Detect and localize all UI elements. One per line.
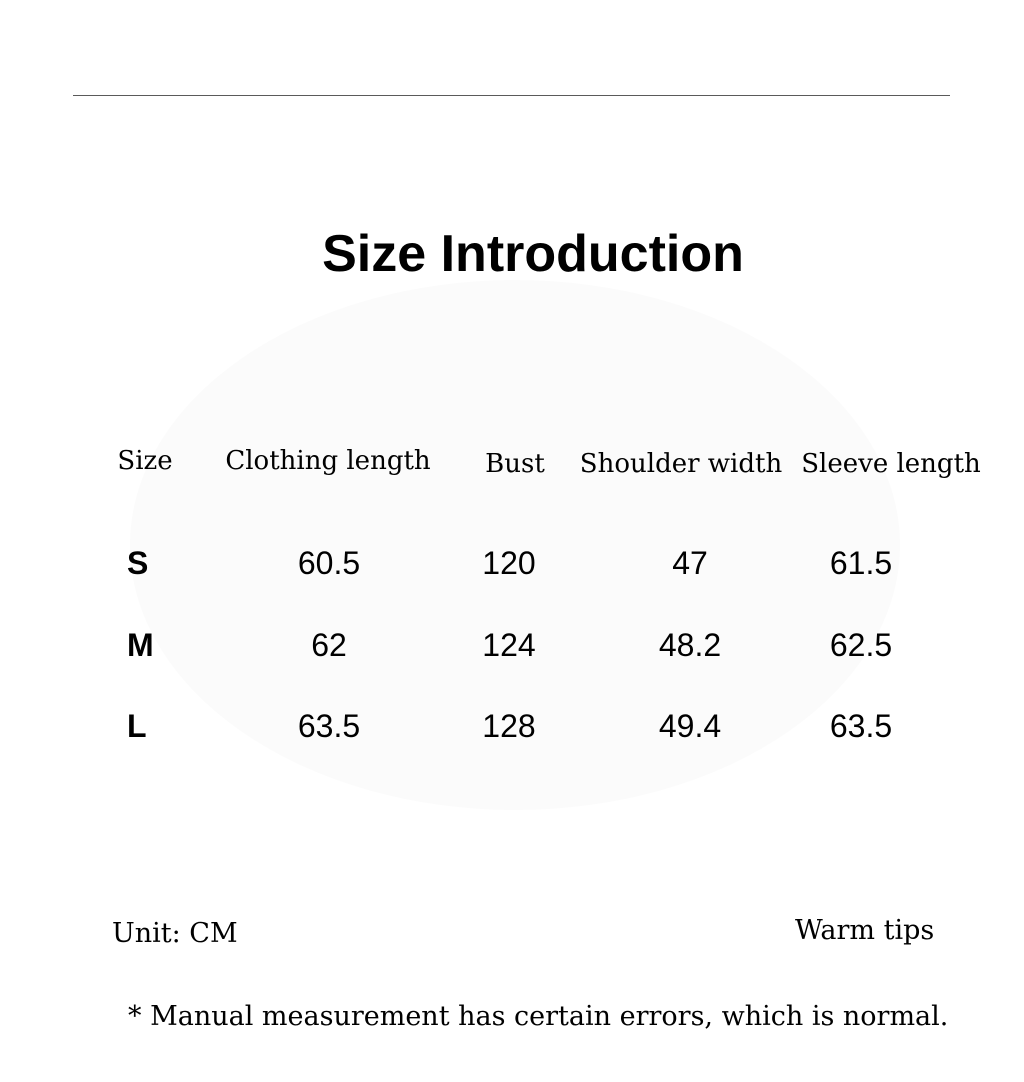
table-cell-bust: 124: [482, 627, 536, 663]
header-clothing-length: Clothing length: [225, 446, 431, 476]
header-shoulder-width: Shoulder width: [579, 449, 783, 479]
warm-tips-label: Warm tips: [795, 915, 935, 946]
table-cell-clothing-length: 63.5: [297, 708, 361, 744]
table-row-size: S: [127, 545, 149, 581]
table-cell-bust: 128: [482, 708, 536, 744]
table-cell-shoulder-width: 49.4: [658, 708, 722, 744]
page-title: Size Introduction: [322, 225, 744, 283]
header-bust: Bust: [485, 449, 545, 479]
header-sleeve-length: Sleeve length: [801, 449, 981, 479]
table-row-size: M: [127, 627, 154, 663]
table-cell-shoulder-width: 48.2: [658, 627, 722, 663]
header-size: Size: [117, 446, 173, 476]
top-divider: [73, 95, 950, 96]
table-cell-bust: 120: [482, 545, 536, 581]
measurement-note: * Manual measurement has certain errors, which is normal.: [128, 1001, 949, 1032]
table-cell-sleeve-length: 62.5: [829, 627, 893, 663]
table-cell-sleeve-length: 61.5: [829, 545, 893, 581]
table-cell-clothing-length: 60.5: [297, 545, 361, 581]
table-cell-sleeve-length: 63.5: [829, 708, 893, 744]
table-row-size: L: [127, 708, 147, 744]
table-cell-shoulder-width: 47: [672, 545, 708, 581]
table-cell-clothing-length: 62: [311, 627, 347, 663]
unit-label: Unit: CM: [112, 918, 238, 949]
